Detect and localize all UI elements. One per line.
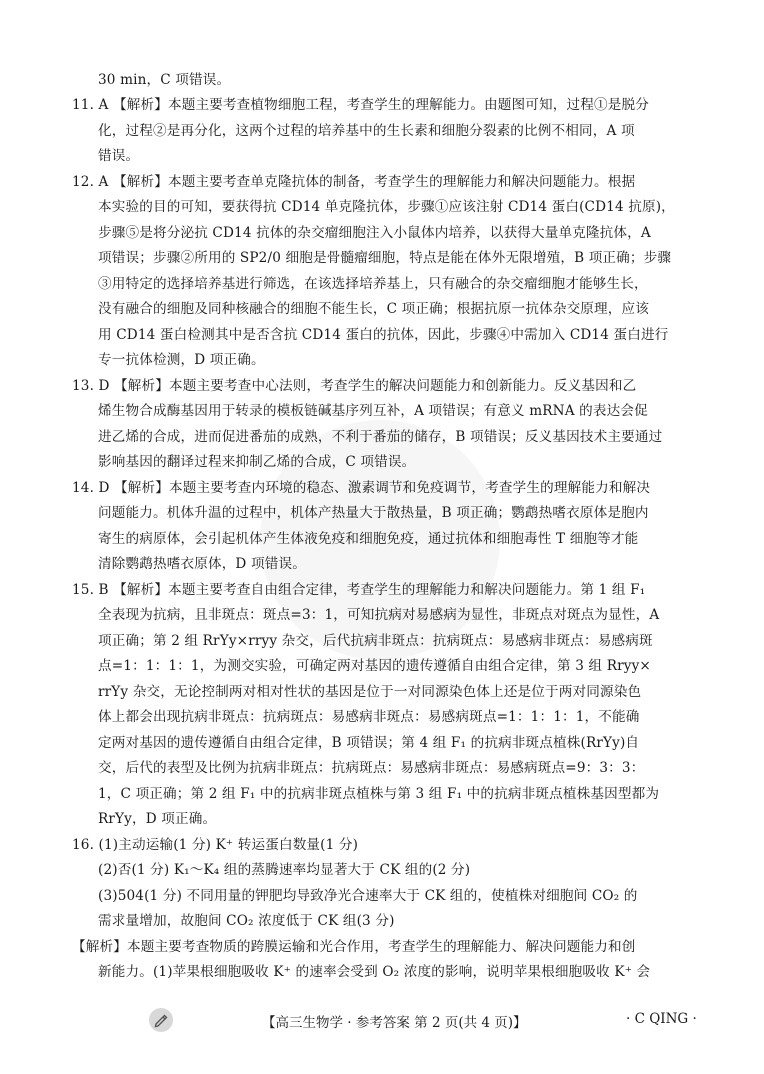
footer-title: 【高三生物学 · 参考答案 第 2 页(共 4 页)】 bbox=[262, 1015, 527, 1031]
text-line: rrYy 杂交，无论控制两对相对性状的基因是位于一对同源染色体上还是位于两对同源染色 bbox=[98, 684, 642, 700]
footer-code: · C QING · bbox=[626, 1011, 697, 1027]
text-line: 点=1：1：1：1，为测交实验，可确定两对基因的遗传遵循自由组合定律，第 3 组 Rryy× bbox=[98, 658, 651, 674]
text-line: 化，过程②是再分化，这两个过程的培养基中的生长素和细胞分裂素的比例不相同，A 项 bbox=[98, 123, 635, 139]
text-line: 需求量增加，故胞间 CO₂ 浓度低于 CK 组(3 分) bbox=[98, 913, 395, 929]
text-line: 没有融合的细胞及同种核融合的细胞不能生长，C 项正确；根据抗原一抗体杂交原理，应该 bbox=[98, 301, 650, 317]
text-line: 12. A 【解析】本题主要考查单克隆抗体的制备，考查学生的理解能力和解决问题能力。根据 bbox=[72, 174, 636, 190]
text-line: (2)否(1 分) K₁～K₄ 组的蒸腾速率均显著大于 CK 组的(2 分) bbox=[98, 862, 471, 878]
text-line: 30 min，C 项错误。 bbox=[98, 72, 231, 88]
pencil-icon bbox=[148, 1007, 174, 1033]
text-line: 交，后代的表型及比例为抗病非斑点：抗病斑点：易感病非斑点：易感病斑点=9：3：3： bbox=[98, 760, 645, 776]
text-line: 新能力。(1)苹果根细胞吸收 K⁺ 的速率会受到 O₂ 浓度的影响，说明苹果根细胞吸收 K⁺ 会 bbox=[98, 964, 651, 980]
text-line: 烯生物合成酶基因用于转录的模板链碱基序列互补，A 项错误；有意义 mRNA 的表达会促 bbox=[98, 403, 648, 419]
text-line: 15. B 【解析】本题主要考查自由组合定律，考查学生的理解能力和解决问题能力。第 1 组 F₁ bbox=[72, 582, 646, 598]
text-line: 进乙烯的合成，进而促进番茄的成熟，不利于番茄的储存，B 项错误；反义基因技术主要通过 bbox=[98, 429, 663, 445]
text-line: 11. A 【解析】本题主要考查植物细胞工程，考查学生的理解能力。由题图可知，过程①是脱分 bbox=[72, 97, 649, 113]
text-line: 问题能力。机体升温的过程中，机体产热量大于散热量，B 项正确；鹦鹉热嗜衣原体是胞内 bbox=[98, 505, 649, 521]
text-line: 项正确；第 2 组 RrYy×rryy 杂交，后代抗病非斑点：抗病斑点：易感病非斑点：易感病斑 bbox=[98, 633, 653, 649]
page-footer bbox=[0, 1007, 764, 1031]
text-line: 寄生的病原体，会引起机体产生体液免疫和细胞免疫，通过抗体和细胞毒性 T 细胞等才能 bbox=[98, 531, 639, 547]
text-line: 专一抗体检测，D 项正确。 bbox=[98, 352, 265, 368]
text-line: 项错误；步骤②所用的 SP2/0 细胞是骨髓瘤细胞，特点是能在体外无限增殖，B 项正确；步骤 bbox=[98, 250, 672, 266]
text-line: 影响基因的翻译过程来抑制乙烯的合成，C 项错误。 bbox=[98, 454, 416, 470]
text-line: 错误。 bbox=[98, 148, 140, 164]
text-line: 定两对基因的遗传遵循自由组合定律，B 项错误；第 4 组 F₁ 的抗病非斑点植株(RrYy)自 bbox=[98, 735, 640, 751]
text-line: ③用特定的选择培养基进行筛选，在该选择培养基上，只有融合的杂交瘤细胞才能够生长， bbox=[98, 276, 648, 292]
text-line: 清除鹦鹉热嗜衣原体，D 项错误。 bbox=[98, 556, 306, 572]
text-line: 全表现为抗病，且非斑点：斑点=3：1，可知抗病对易感病为显性，非斑点对斑点为显性，A bbox=[98, 607, 660, 623]
text-line: (3)504(1 分) 不同用量的钾肥均导致净光合速率大于 CK 组的，使植株对细胞间 CO₂ 的 bbox=[98, 888, 638, 904]
text-line: 14. D 【解析】本题主要考查内环境的稳态、激素调节和免疫调节，考查学生的理解能力和解决 bbox=[72, 480, 651, 496]
text-line: 用 CD14 蛋白检测其中是否含抗 CD14 蛋白的抗体，因此，步骤④中需加入 CD14 蛋白进行 bbox=[98, 327, 669, 343]
text-line: 体上都会出现抗病非斑点：抗病斑点：易感病非斑点：易感病斑点=1：1：1：1，不能确 bbox=[98, 709, 640, 725]
text-line: 16. (1)主动运输(1 分) K⁺ 转运蛋白数量(1 分) bbox=[72, 837, 359, 853]
text-line: RrYy，D 项正确。 bbox=[98, 811, 217, 827]
text-line: 本实验的目的可知，要获得抗 CD14 单克隆抗体，步骤①应该注射 CD14 蛋白(CD14 抗原)， bbox=[98, 199, 675, 215]
text-line: 步骤⑤是将分泌抗 CD14 抗体的杂交瘤细胞注入小鼠体内培养，以获得大量单克隆抗体，A bbox=[98, 225, 651, 241]
text-line: 13. D 【解析】本题主要考查中心法则，考查学生的解决问题能力和创新能力。反义基因和乙 bbox=[72, 378, 637, 394]
text-line: 1，C 项正确；第 2 组 F₁ 中的抗病非斑点植株与第 3 组 F₁ 中的抗病非斑点植株基因型都为 bbox=[98, 786, 660, 802]
text-line: 【解析】本题主要考查物质的跨膜运输和光合作用，考查学生的理解能力、解决问题能力和创 bbox=[72, 939, 636, 955]
